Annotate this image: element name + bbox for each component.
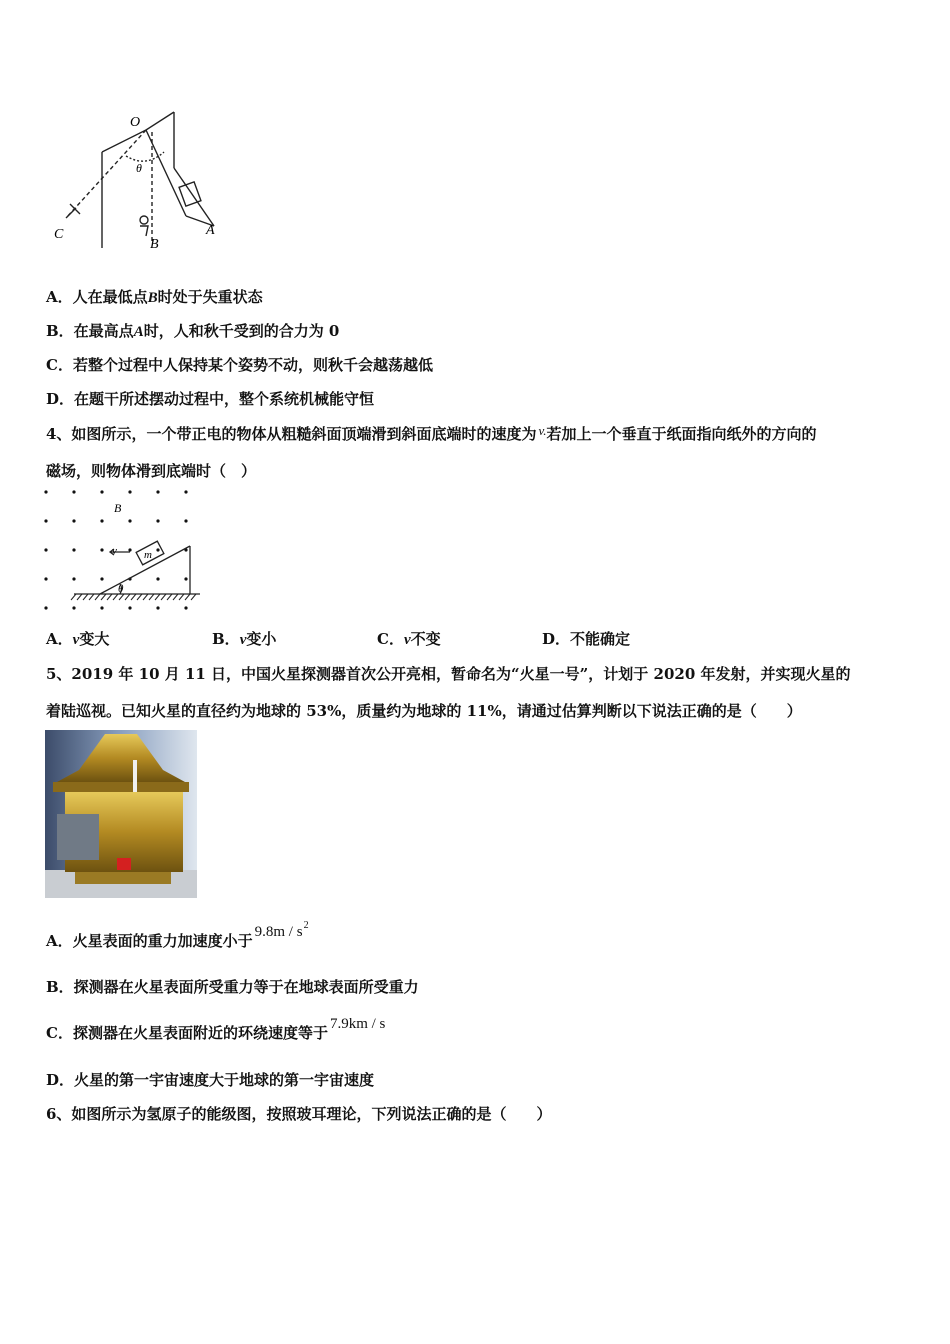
ground-hatch — [185, 594, 190, 600]
q4-option-c-prefix: C． — [377, 630, 404, 648]
label-c: C — [54, 227, 64, 242]
label-theta-incline: θ — [118, 583, 124, 595]
q3-option-b — [46, 320, 339, 341]
field-dot — [184, 577, 187, 580]
field-dot — [128, 548, 131, 551]
ground-hatch — [179, 594, 184, 600]
q4-option-b-text: 变小 — [246, 630, 277, 648]
ground-hatch — [89, 594, 94, 600]
q5-option-c-text: C．探测器在火星表面附近的环绕速度等于 — [46, 1024, 328, 1042]
mars-probe-photo — [45, 730, 197, 898]
ground-hatch — [107, 594, 112, 600]
label-b: B — [150, 237, 159, 252]
ground-hatch — [83, 594, 88, 600]
field-dot — [128, 519, 131, 522]
field-dot — [44, 548, 47, 551]
label-o: O — [130, 115, 141, 130]
field-dot — [156, 577, 159, 580]
field-dot — [156, 490, 159, 493]
q3-option-d: D．在题干所述摆动过程中，整个系统机械能守恒 — [46, 390, 375, 408]
q5-option-c — [46, 1016, 386, 1043]
q3-option-a — [46, 286, 263, 307]
q4-option-c — [377, 628, 441, 649]
field-dot — [156, 548, 159, 551]
field-dot — [100, 577, 103, 580]
ground-hatch — [149, 594, 154, 600]
q5-stem-line1: 5、2019 年 10 月 11 日，中国火星探测器首次公开亮相，暂命名为“火星一号”，计划于 2020 年发射，并实现火星的 — [46, 665, 851, 683]
field-dot — [100, 490, 103, 493]
q4-stem-line1 — [46, 423, 817, 444]
q4-stem-text-b: 若加上一个垂直于纸面指向纸外的方向的 — [546, 425, 817, 443]
q5-option-a-math: 9.8m / s — [254, 924, 303, 940]
field-dot — [72, 606, 75, 609]
label-a: A — [206, 223, 215, 238]
q4-stem-line2: 磁场，则物体滑到底端时（ ） — [46, 462, 257, 480]
q3-option-a-suffix: 时处于失重状态 — [157, 288, 263, 306]
field-dot — [44, 606, 47, 609]
ground-hatch — [191, 594, 196, 600]
ground-hatch — [77, 594, 82, 600]
field-dot — [72, 490, 75, 493]
ground-hatch — [155, 594, 160, 600]
field-dot — [72, 548, 75, 551]
q4-stem-v: v. — [538, 423, 547, 438]
field-dot — [156, 606, 159, 609]
field-dot — [184, 606, 187, 609]
q3-option-b-var: A — [133, 324, 144, 340]
q5-option-c-math: 7.9km / s — [329, 1016, 386, 1032]
field-dot — [100, 519, 103, 522]
field-dot — [44, 519, 47, 522]
ground-hatch — [71, 594, 76, 600]
q4-option-c-text: 不变 — [410, 630, 441, 648]
q4-option-b-prefix: B． — [212, 630, 240, 648]
label-theta: θ — [136, 161, 142, 175]
field-dot — [156, 519, 159, 522]
ground-hatch — [137, 594, 142, 600]
label-v: v — [112, 545, 117, 557]
q5-option-a-text: A．火星表面的重力加速度小于 — [46, 932, 253, 950]
q4-option-a-prefix: A． — [46, 630, 73, 648]
q6-stem: 6、如图所示为氢原子的能级图，按照玻耳理论，下列说法正确的是（ ） — [46, 1105, 552, 1123]
q5-option-a-exponent: 2 — [303, 920, 309, 931]
q5-option-d: D．火星的第一宇宙速度大于地球的第一宇宙速度 — [46, 1071, 375, 1089]
field-dot — [100, 606, 103, 609]
field-dot — [128, 606, 131, 609]
ground-hatch — [173, 594, 178, 600]
q4-option-b — [212, 628, 276, 649]
field-dot — [184, 519, 187, 522]
incline-figure — [40, 484, 210, 614]
field-dot — [72, 577, 75, 580]
swing-figure — [46, 108, 236, 258]
q4-stem-text-a: 4、如图所示，一个带正电的物体从粗糙斜面顶端滑到斜面底端时的速度为 — [46, 425, 537, 443]
q3-option-a-prefix: A．人在最低点 — [46, 288, 148, 306]
field-dot — [100, 548, 103, 551]
ground-hatch — [161, 594, 166, 600]
q3-option-b-suffix: 时，人和秋千受到的合力为 0 — [143, 322, 340, 340]
ground-hatch — [167, 594, 172, 600]
q5-option-b: B．探测器在火星表面所受重力等于在地球表面所受重力 — [46, 978, 419, 996]
q4-option-a — [46, 628, 109, 649]
ground-hatch — [131, 594, 136, 600]
field-dot — [44, 577, 47, 580]
q4-option-b-var: v — [239, 632, 247, 648]
label-m: m — [144, 549, 152, 561]
ground-hatch — [101, 594, 106, 600]
field-dot — [128, 490, 131, 493]
q4-option-a-var: v — [72, 632, 80, 648]
q5-stem-line2: 着陆巡视。已知火星的直径约为地球的 53%，质量约为地球的 11%，请通过估算判断以下说法正确的是（ ） — [46, 702, 802, 720]
q4-option-a-text: 变大 — [79, 630, 110, 648]
ground-hatch — [95, 594, 100, 600]
field-dot — [44, 490, 47, 493]
field-dot — [184, 490, 187, 493]
q3-option-b-prefix: B．在最高点 — [46, 322, 134, 340]
q4-option-c-var: v — [403, 632, 411, 648]
q5-option-a — [46, 920, 309, 951]
field-dot — [72, 519, 75, 522]
ground-hatch — [143, 594, 148, 600]
label-b-field: B — [114, 501, 122, 515]
q3-option-a-var: B — [147, 290, 158, 306]
ground-hatch — [125, 594, 130, 600]
q4-option-d: D．不能确定 — [542, 630, 631, 648]
q3-option-c: C．若整个过程中人保持某个姿势不动，则秋千会越荡越低 — [46, 356, 433, 374]
